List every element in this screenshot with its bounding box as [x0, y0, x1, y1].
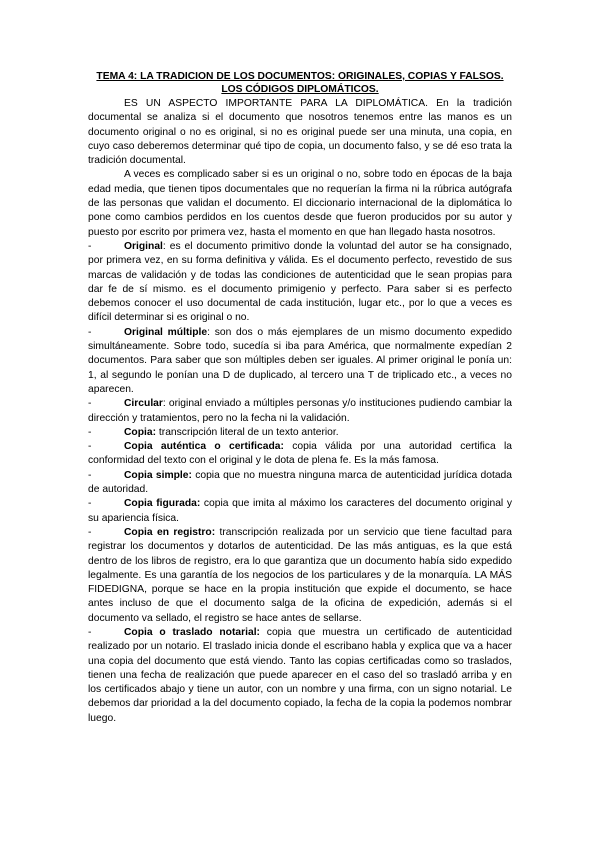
- definition-text: copia que imita al máximo los caracteres del documento original y su apariencia física.: [88, 498, 512, 524]
- document-title: TEMA 4: LA TRADICION DE LOS DOCUMENTOS: ORIGINALES, COPIAS Y FALSOS. LOS CÓDIGOS DIPLOMÁTICOS.: [96, 71, 504, 95]
- definition-circular: [88, 397, 512, 426]
- list-dash: -: [88, 441, 92, 453]
- list-dash: -: [88, 498, 92, 510]
- definition-term: Original múltiple: [124, 326, 208, 338]
- definition-copia-figurada: [88, 497, 512, 526]
- list-dash: -: [88, 426, 92, 438]
- intro-paragraph-2: A veces es complicado saber si es un original o no, sobre todo en épocas de la baja edad media, que tienen tipos documentales que no requerían la firma ni la rúbrica autógrafa de las personas que validan el documento. El diccionario internacional de la diplomática lo pone como cambios perdidos en los cuentos desde que fueron producidos por su autor y puesto por escrito por primera vez, hasta el momento en que han llegado hasta nosotros.: [88, 169, 512, 238]
- list-dash: -: [88, 398, 92, 410]
- definition-original: [88, 240, 512, 326]
- list-dash: -: [88, 240, 92, 252]
- intro-paragraph-1: ES UN ASPECTO IMPORTANTE PARA LA DIPLOMÁTICA. En la tradición documental se analiza si el documento que nosotros tenemos entre las manos es un documento original o no es original, si no es original puede ser una minuta, una copia, en cuyo caso deberemos determinar qué tipo de copia, un documento falso, y se dé eso trata la tradición documental.: [88, 98, 512, 167]
- definition-copia-notarial: [88, 626, 512, 726]
- definition-text: copia válida por una autoridad certifica la conformidad del texto con el original y le dota de plena fe. Es la más famosa.: [88, 441, 512, 467]
- definition-copia: [88, 426, 512, 440]
- definition-copia-registro: [88, 526, 512, 626]
- definition-copia-simple: [88, 469, 512, 498]
- definition-term: Copia o traslado notarial:: [124, 626, 260, 638]
- document-page: [88, 70, 512, 726]
- definition-term: Copia auténtica o certificada:: [124, 441, 284, 453]
- definition-text: : es el documento primitivo donde la voluntad del autor se ha consignado, por primera vez, en su forma definitiva y válida. Es el documento perfecto, revestido de sus marcas de validación y de todas las condiciones de autenticidad que le sean propias para dar fe de sí mismo. es el documento primigenio y perfecto. Para saber si es perfecto debemos conocer el uso documental de cada institución, lugar etc., por lo que a veces es difícil determinar si es original o no.: [88, 240, 512, 324]
- definition-text: copia que muestra un certificado de autenticidad realizado por un notario. El traslado inicia donde el escribano habla y explica que va a hacer una copia del documento que está viendo. Tanto las copias certificadas como so traslados, tienen una fecha de realización que puede aparecer en el caso del so trasladó arriba y en los certificados abajo y tiene un autor, con un nombre y una firma, con un signo notarial. Le debemos dar prioridad a la del documento copiado, la fecha de la copia la podemos nombrar luego.: [88, 626, 513, 724]
- list-dash: -: [88, 526, 92, 538]
- definition-text: : son dos o más ejemplares de un mismo documento expedido simultáneamente. Sobre todo, sucedía si iba para América, que normalmente expedían 2 documentos. Para saber que son múltiples deben ser iguales. Al primer original le ponía un: 1, al segundo le ponían una D de duplicado, al tercero una T de triplicado etc., a veces no aparecen.: [88, 326, 512, 395]
- definition-term: Original: [124, 240, 163, 252]
- definition-term: Copia:: [124, 426, 157, 438]
- definition-text: transcripción literal de un texto anterior.: [156, 426, 339, 438]
- list-dash: -: [88, 469, 92, 481]
- definition-text: copia que no muestra ninguna marca de autenticidad jurídica dotada de autoridad.: [88, 469, 513, 496]
- definition-original-multiple: [88, 326, 512, 397]
- definition-text: transcripción realizada por un servicio que tiene facultad para registrar los documentos y dotarlos de autenticidad. De las más antiguas, es la que está dentro de los libros de registro, era lo que garantiza que un documento había sido expedido legalmente. Es una garantía de los negocios de los particulares y de la monarquía. LA MÁS FIDEDIGNA, porque se hace en la propia institución que expide el documento, se hace antes incluso de que el documento salga de la oficina de expedición, además si el documento va sellado, el registro se hace antes de sellarse.: [88, 526, 513, 624]
- definition-term: Circular: [124, 398, 163, 410]
- definition-term: Copia figurada:: [124, 498, 201, 510]
- list-dash: -: [88, 626, 92, 638]
- definition-text: : original enviado a múltiples personas y/o instituciones pudiendo cambiar la dirección y tratamientos, pero no la fecha ni la validación.: [88, 398, 512, 424]
- definition-term: Copia simple:: [124, 469, 192, 481]
- definition-copia-autentica: [88, 440, 512, 469]
- list-dash: -: [88, 326, 92, 338]
- definition-term: Copia en registro:: [124, 526, 216, 538]
